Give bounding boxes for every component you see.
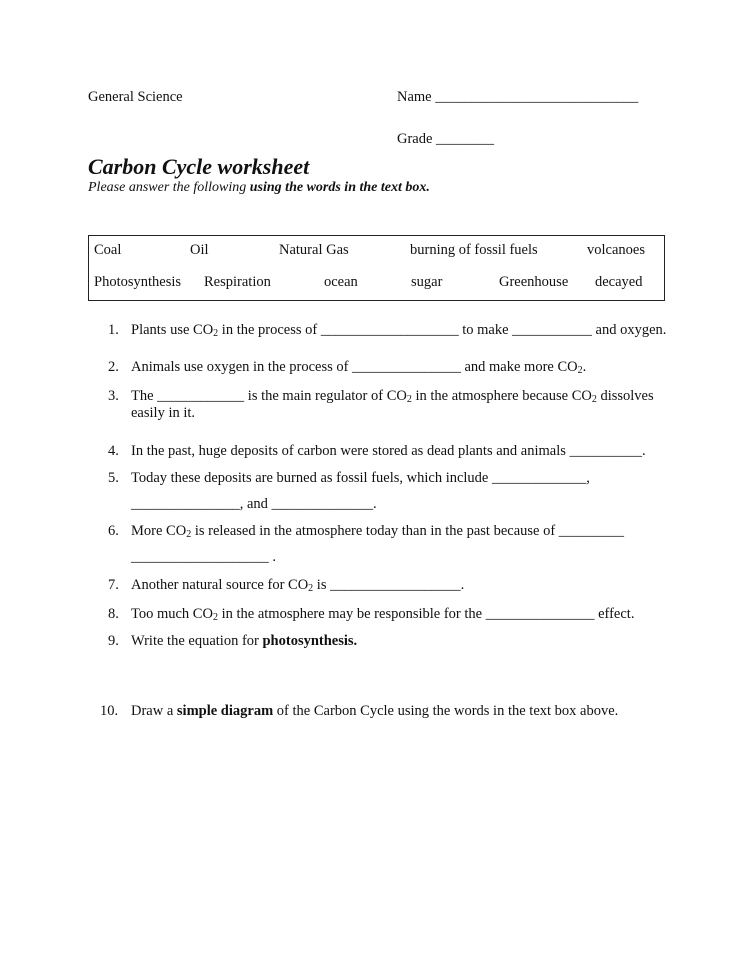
question-number: 5. <box>108 470 119 486</box>
question-text: The ____________ is the main regulator of CO <box>131 388 407 404</box>
question-2 <box>108 359 668 376</box>
question-4 <box>108 443 668 460</box>
question-text: Animals use oxygen in the process of _______________ and make more CO <box>131 359 578 375</box>
question-number: 4. <box>108 443 119 459</box>
question-text: Another natural source for CO <box>131 577 309 593</box>
question-10 <box>100 703 668 720</box>
question-text: Too much CO <box>131 606 213 622</box>
question-9 <box>108 633 668 650</box>
question-text: More CO <box>131 523 187 539</box>
question-text: in the atmosphere because CO <box>411 388 592 404</box>
question-emphasis: photosynthesis. <box>262 633 358 649</box>
word-oil: Oil <box>190 242 209 258</box>
subscript: 2 <box>406 394 412 405</box>
word-sugar: sugar <box>411 274 443 290</box>
word-ocean: ocean <box>324 274 358 290</box>
question-text: is released in the atmosphere today than in the past because of _________ <box>191 523 625 539</box>
subscript: 2 <box>308 583 314 594</box>
course-name: General Science <box>88 89 183 105</box>
word-natural-gas: Natural Gas <box>279 242 349 258</box>
question-8 <box>108 606 668 623</box>
subscript: 2 <box>212 612 218 623</box>
question-text: dissolves easily in it. <box>131 388 654 421</box>
question-number: 6. <box>108 523 119 539</box>
question-number: 2. <box>108 359 119 375</box>
subscript: 2 <box>213 328 219 339</box>
question-number: 9. <box>108 633 119 649</box>
question-text: ___________________ . <box>131 549 276 565</box>
word-decayed: decayed <box>595 274 643 290</box>
subscript: 2 <box>577 365 583 376</box>
question-text: Today these deposits are burned as fossil fuels, which include _____________, <box>131 470 590 486</box>
question-number: 10. <box>100 703 119 719</box>
subscript: 2 <box>591 394 597 405</box>
worksheet-title: Carbon Cycle worksheet <box>88 154 310 179</box>
question-emphasis: simple diagram <box>176 703 274 719</box>
question-text: Write the equation for <box>131 633 263 649</box>
question-text: In the past, huge deposits of carbon were stored as dead plants and animals __________. <box>131 443 646 459</box>
question-number: 1. <box>108 322 119 338</box>
instructions-prefix: Please answer the following <box>88 180 250 195</box>
question-5 <box>108 470 668 513</box>
instructions <box>88 180 430 196</box>
question-text: of the Carbon Cycle using the words in the text box above. <box>273 703 619 719</box>
question-text: Draw a <box>131 703 177 719</box>
word-greenhouse: Greenhouse <box>499 274 569 290</box>
question-1 <box>108 322 668 339</box>
question-7 <box>108 577 668 594</box>
question-text: in the atmosphere may be responsible for the _______________ effect. <box>217 606 635 622</box>
instructions-emphasis: using the words in the text box. <box>249 180 430 195</box>
question-6 <box>108 523 668 566</box>
word-coal: Coal <box>94 242 122 258</box>
name-field-label: Name ____________________________ <box>397 89 639 105</box>
word-bank-box <box>88 235 665 301</box>
question-number: 7. <box>108 577 119 593</box>
question-text: Plants use CO <box>131 322 214 338</box>
word-volcanoes: volcanoes <box>587 242 645 258</box>
question-3 <box>108 388 668 422</box>
grade-field-label: Grade ________ <box>397 131 495 147</box>
question-text: in the process of ___________________ to make ___________ and oxygen. <box>218 322 667 338</box>
word-photosynthesis: Photosynthesis <box>94 274 182 290</box>
word-burning-fossil-fuels: burning of fossil fuels <box>410 242 538 258</box>
word-respiration: Respiration <box>204 274 271 290</box>
question-text: . <box>582 359 587 375</box>
question-text: _______________, and ______________. <box>131 496 377 512</box>
question-number: 8. <box>108 606 119 622</box>
subscript: 2 <box>186 529 192 540</box>
question-text: is __________________. <box>313 577 465 593</box>
question-number: 3. <box>108 388 119 404</box>
